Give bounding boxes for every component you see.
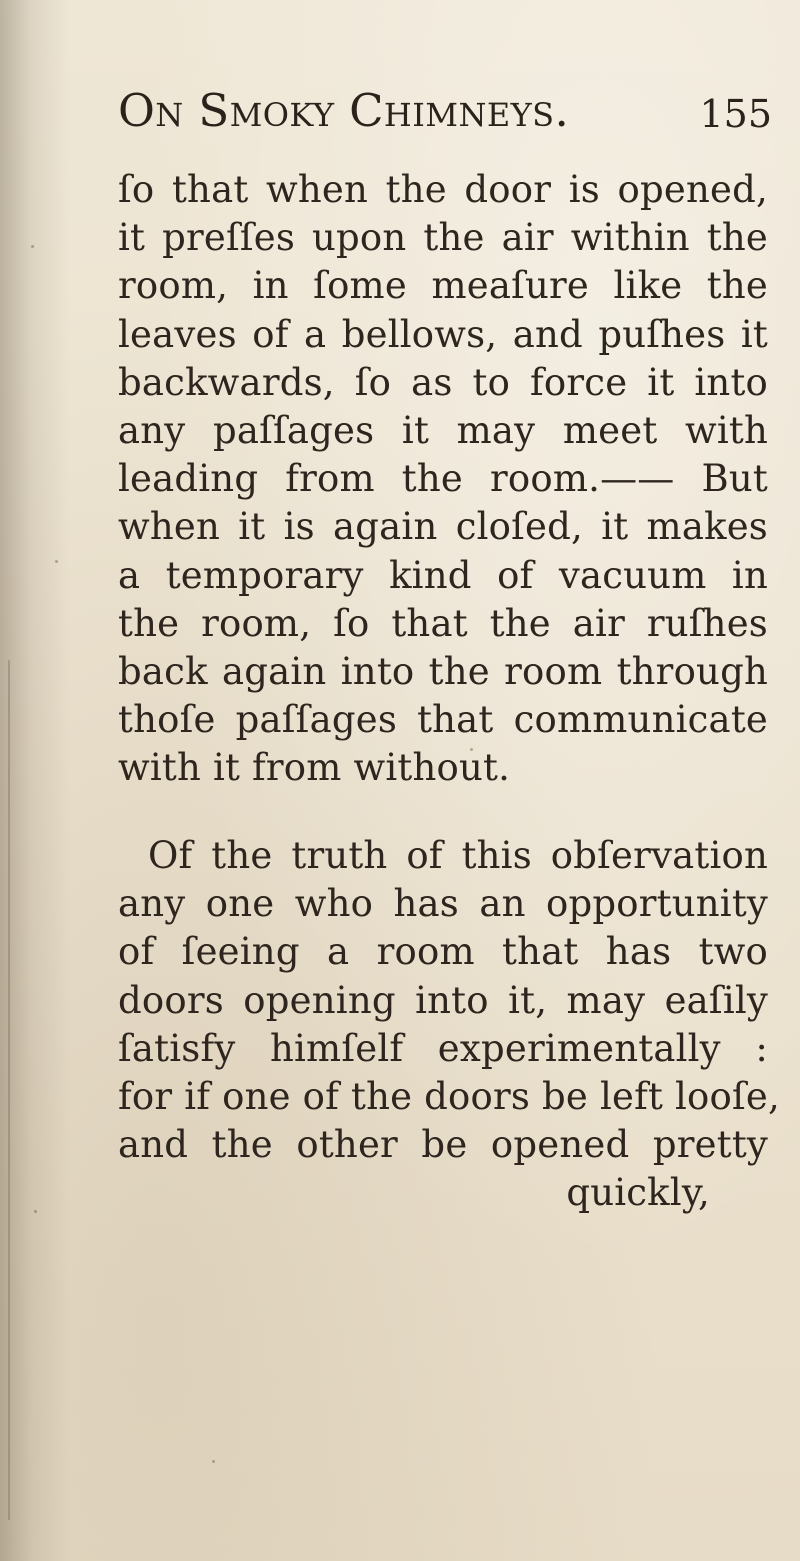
text-line: back again into the room through <box>118 649 768 693</box>
text-line: and the other be opened pretty <box>118 1123 768 1167</box>
text-line: when it is again cloſed, it makes <box>118 505 768 549</box>
text-line: with it from without. <box>118 746 511 790</box>
paragraph-2 <box>118 832 780 1218</box>
text-line: leaves of a bellows, and puſhes it <box>118 312 768 356</box>
text-line: quickly, <box>566 1171 710 1215</box>
running-head: On Smoky Chimneys. <box>118 84 570 137</box>
text-line: any one who has an opportunity <box>118 882 768 926</box>
text-line: ſatisfy himſelf experimentally : <box>118 1026 768 1070</box>
paper-speck <box>470 748 473 751</box>
binding-edge <box>8 660 10 1520</box>
paper-speck <box>31 245 34 248</box>
paper-speck <box>55 560 58 563</box>
binding-shadow <box>0 0 70 1561</box>
text-line: it preſſes upon the air within the <box>118 216 768 260</box>
text-line: backwards, ſo as to force it into <box>118 360 768 404</box>
text-line: of ſeeing a room that has two <box>118 930 768 974</box>
text-line: ſo that when the door is opened, <box>118 168 768 211</box>
page-header <box>118 82 772 146</box>
text-line: room, in ſome meaſure like the <box>118 264 768 308</box>
paper-speck <box>34 1210 37 1213</box>
paper-speck <box>212 1460 215 1463</box>
text-line: for if one of the doors be left looſe, <box>118 1074 780 1118</box>
text-line: the room, ſo that the air ruſhes <box>118 601 768 645</box>
text-line: a temporary kind of vacuum in <box>118 553 768 597</box>
page-number: 155 <box>699 92 772 136</box>
text-line: Of the truth of this obſervation <box>148 834 768 877</box>
text-line: leading from the room.—— But <box>118 457 768 501</box>
text-line: any paſſages it may meet with <box>118 408 768 452</box>
paragraph-1 <box>118 166 768 792</box>
text-line: doors opening into it, may eaſily <box>118 978 768 1022</box>
text-line: thoſe paſſages that communicate <box>118 698 768 742</box>
